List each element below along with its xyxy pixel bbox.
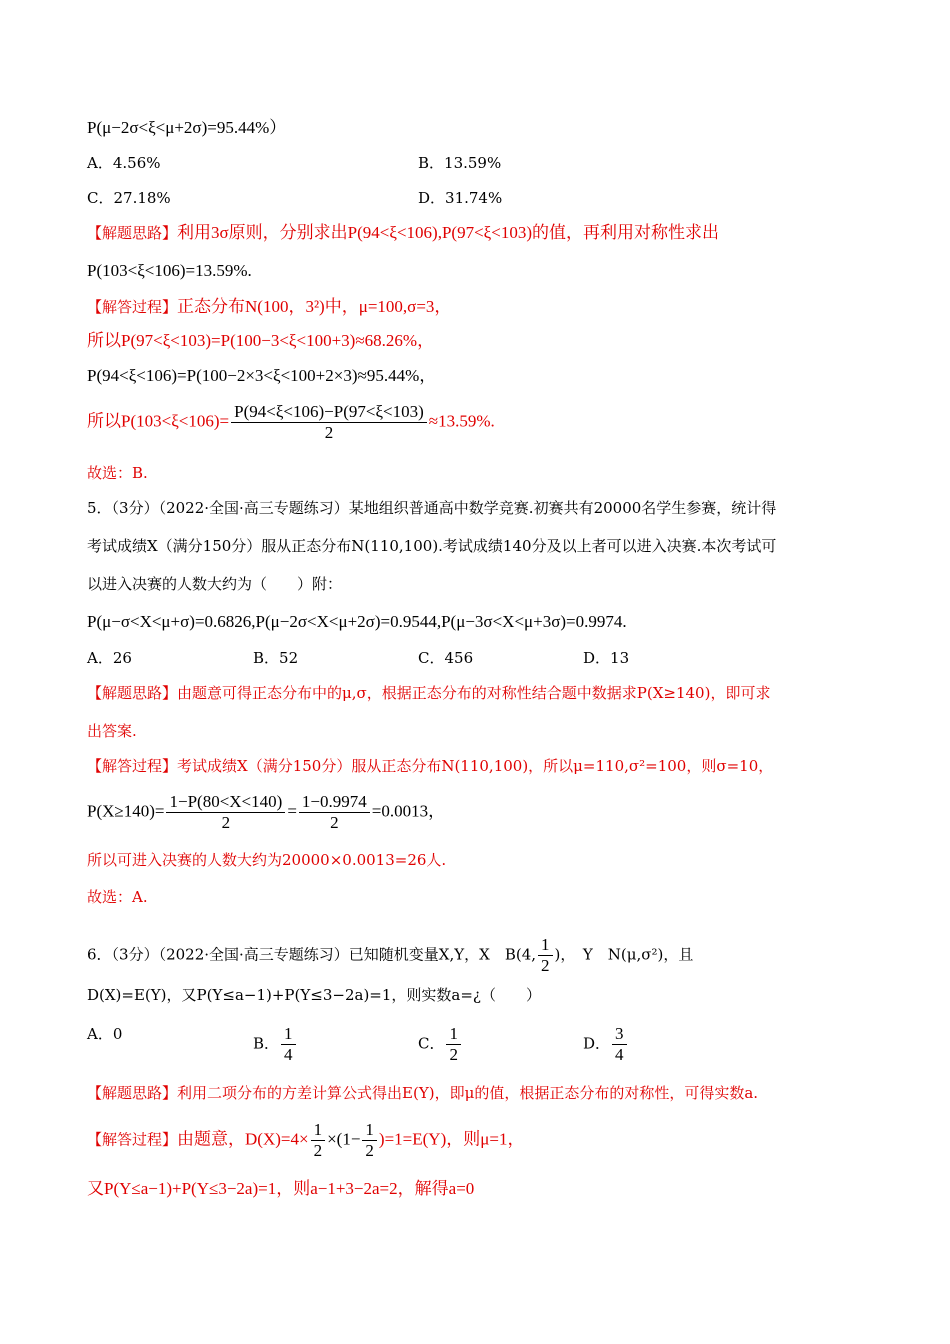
q4-step3-suffix: ≈13.59%. bbox=[428, 411, 495, 431]
q5-idea-text: 由题意可得正态分布中的μ,σ，根据正态分布的对称性结合题中数据求P(X≥140)，即可求 bbox=[177, 684, 771, 702]
q6-process-denominator1: 2 bbox=[311, 1140, 326, 1161]
q4-step3-fraction bbox=[231, 402, 427, 443]
q6-step2: 又P(Y≤a−1)+P(Y≤3−2a)=1，则a−1+3−2a=2，解得a=0 bbox=[87, 1179, 475, 1198]
q6-idea-text: 利用二项分布的方差计算公式得出E(Y)，即μ的值，根据正态分布的对称性，可得实数a. bbox=[177, 1084, 759, 1102]
q6-option-c-denominator: 2 bbox=[446, 1044, 461, 1065]
q5-idea bbox=[87, 683, 770, 703]
q6-option-d-numerator: 3 bbox=[615, 1024, 624, 1043]
q6-option-c bbox=[418, 1024, 463, 1065]
q4-step3-prefix: 所以P(103<ξ<106)= bbox=[87, 411, 230, 431]
q5-step1-suffix: =0.0013， bbox=[371, 801, 446, 821]
q5-process bbox=[87, 756, 773, 776]
q5-step1-numerator1: 1−P(80<X<140) bbox=[169, 792, 283, 811]
q4-step3 bbox=[87, 402, 495, 443]
q5-step1-mid: = bbox=[287, 801, 297, 821]
q6-option-b-label: B． bbox=[253, 1034, 280, 1053]
q6-option-c-fraction bbox=[446, 1024, 461, 1065]
q6-option-a-label: A．0 bbox=[87, 1025, 123, 1043]
q6-idea-tag: 【解题思路】 bbox=[87, 1084, 178, 1102]
q5-idea-tag: 【解题思路】 bbox=[87, 684, 178, 702]
q4-process-text: 正态分布N(100，3²)中，μ=100,σ=3， bbox=[177, 297, 452, 316]
q5-step2: 所以可进入决赛的人数大约为20000×0.0013=26人. bbox=[87, 851, 447, 869]
q6-stem-line1 bbox=[87, 935, 693, 976]
q6-option-d bbox=[583, 1024, 629, 1065]
q4-idea-text: 利用3σ原则，分别求出P(94<ξ<106),P(97<ξ<103)的值，再利用对称性求出 bbox=[177, 223, 719, 242]
q6-process-fraction2 bbox=[362, 1120, 377, 1161]
q4-step3-denominator: 2 bbox=[231, 422, 427, 443]
q4-step3-numerator: P(94<ξ<106)−P(97<ξ<103) bbox=[234, 402, 424, 421]
q6-process-fraction1 bbox=[311, 1120, 326, 1161]
q4-option-c: C．27.18% bbox=[87, 189, 171, 207]
q6-process-numerator1: 1 bbox=[313, 1120, 323, 1139]
q6-option-c-label: C． bbox=[418, 1034, 445, 1053]
q5-idea-text2: 出答案. bbox=[87, 722, 137, 740]
q6-stem-numerator: 1 bbox=[541, 935, 550, 954]
q6-process-denominator2: 2 bbox=[362, 1140, 377, 1161]
q5-stem-line1: 5．（3分）（2022·全国·高三专题练习）某地组织普通高中数学竞赛.初赛共有20000名学生参赛，统计得 bbox=[87, 499, 777, 517]
q5-stem-line2: 考试成绩X（满分150分）服从正态分布N(110,100).考试成绩140分及以上者可以进入决赛.本次考试可 bbox=[87, 537, 777, 555]
q5-stem-line3: 以进入决赛的人数大约为（ ）附： bbox=[87, 575, 343, 593]
q4-answer: 故选：B. bbox=[87, 464, 148, 482]
q4-step2: P(94<ξ<106)=P(100−2×3<ξ<100+2×3)≈95.44%， bbox=[87, 366, 437, 385]
q6-process bbox=[87, 1120, 524, 1161]
q5-option-a: A．26 bbox=[87, 649, 132, 667]
q5-step1-denominator2: 2 bbox=[299, 812, 370, 833]
q6-option-d-fraction bbox=[612, 1024, 627, 1065]
q6-stem-suffix: )， Y N(μ,σ²)，且 bbox=[554, 945, 694, 964]
q5-step1-prefix: P(X≥140)= bbox=[87, 801, 165, 821]
q4-process bbox=[87, 297, 451, 317]
q6-process-mid: ×(1− bbox=[327, 1129, 361, 1149]
q5-option-c: C．456 bbox=[418, 649, 474, 667]
q6-option-d-denominator: 4 bbox=[612, 1044, 627, 1065]
q5-step1-denominator1: 2 bbox=[166, 812, 285, 833]
q4-option-d: D．31.74% bbox=[418, 189, 503, 207]
q5-answer: 故选：A. bbox=[87, 888, 148, 906]
q6-option-d-label: D． bbox=[583, 1034, 611, 1053]
q5-step1-numerator2: 1−0.9974 bbox=[301, 792, 367, 811]
q6-option-b-numerator: 1 bbox=[284, 1024, 293, 1043]
q5-option-d: D．13 bbox=[583, 649, 630, 667]
q4-step1: 所以P(97<ξ<103)=P(100−3<ξ<100+3)≈68.26%， bbox=[87, 331, 435, 350]
q5-step1 bbox=[87, 792, 445, 833]
q6-option-b-denominator: 4 bbox=[281, 1044, 296, 1065]
q6-option-c-numerator: 1 bbox=[449, 1024, 458, 1043]
q4-option-a: A．4.56% bbox=[87, 154, 161, 172]
q6-option-a bbox=[87, 1024, 122, 1044]
q6-process-tag: 【解答过程】 bbox=[87, 1130, 178, 1149]
q4-idea-tag: 【解题思路】 bbox=[87, 224, 178, 242]
q6-process-prefix: 由题意，D(X)=4× bbox=[177, 1129, 309, 1149]
q6-option-b bbox=[253, 1024, 298, 1065]
q5-formula: P(μ−σ<X<μ+σ)=0.6826,P(μ−2σ<X<μ+2σ)=0.9544,P(μ−3σ<X<μ+3σ)=0.9974. bbox=[87, 612, 627, 631]
q5-step1-fraction2 bbox=[299, 792, 370, 833]
q4-process-tag: 【解答过程】 bbox=[87, 298, 178, 316]
q5-process-tag: 【解答过程】 bbox=[87, 757, 178, 775]
q6-process-numerator2: 1 bbox=[365, 1120, 374, 1139]
q6-stem-line2: D(X)=E(Y)，又P(Y≤a−1)+P(Y≤3−2a)=1，则实数a=¿（ ） bbox=[87, 986, 541, 1004]
q6-process-suffix: )=1=E(Y)，则μ=1， bbox=[378, 1129, 525, 1149]
q5-step1-fraction1 bbox=[166, 792, 285, 833]
q6-stem-prefix: 6．（3分）（2022·全国·高三专题练习）已知随机变量X,Y，X B(4, bbox=[87, 945, 537, 964]
q6-stem-denominator: 2 bbox=[538, 955, 553, 976]
q6-option-b-fraction bbox=[281, 1024, 296, 1065]
q5-option-b: B．52 bbox=[253, 649, 299, 667]
q6-stem-fraction bbox=[538, 935, 553, 976]
q4-idea-text2: P(103<ξ<106)=13.59%. bbox=[87, 261, 252, 280]
q6-idea bbox=[87, 1083, 758, 1103]
q4-option-b: B．13.59% bbox=[418, 154, 502, 172]
q5-process-text: 考试成绩X（满分150分）服从正态分布N(110,100)，所以μ=110,σ²=100，则σ=10， bbox=[177, 757, 774, 775]
q4-idea bbox=[87, 223, 719, 243]
q4-formula: P(μ−2σ<ξ<μ+2σ)=95.44%） bbox=[87, 118, 287, 137]
